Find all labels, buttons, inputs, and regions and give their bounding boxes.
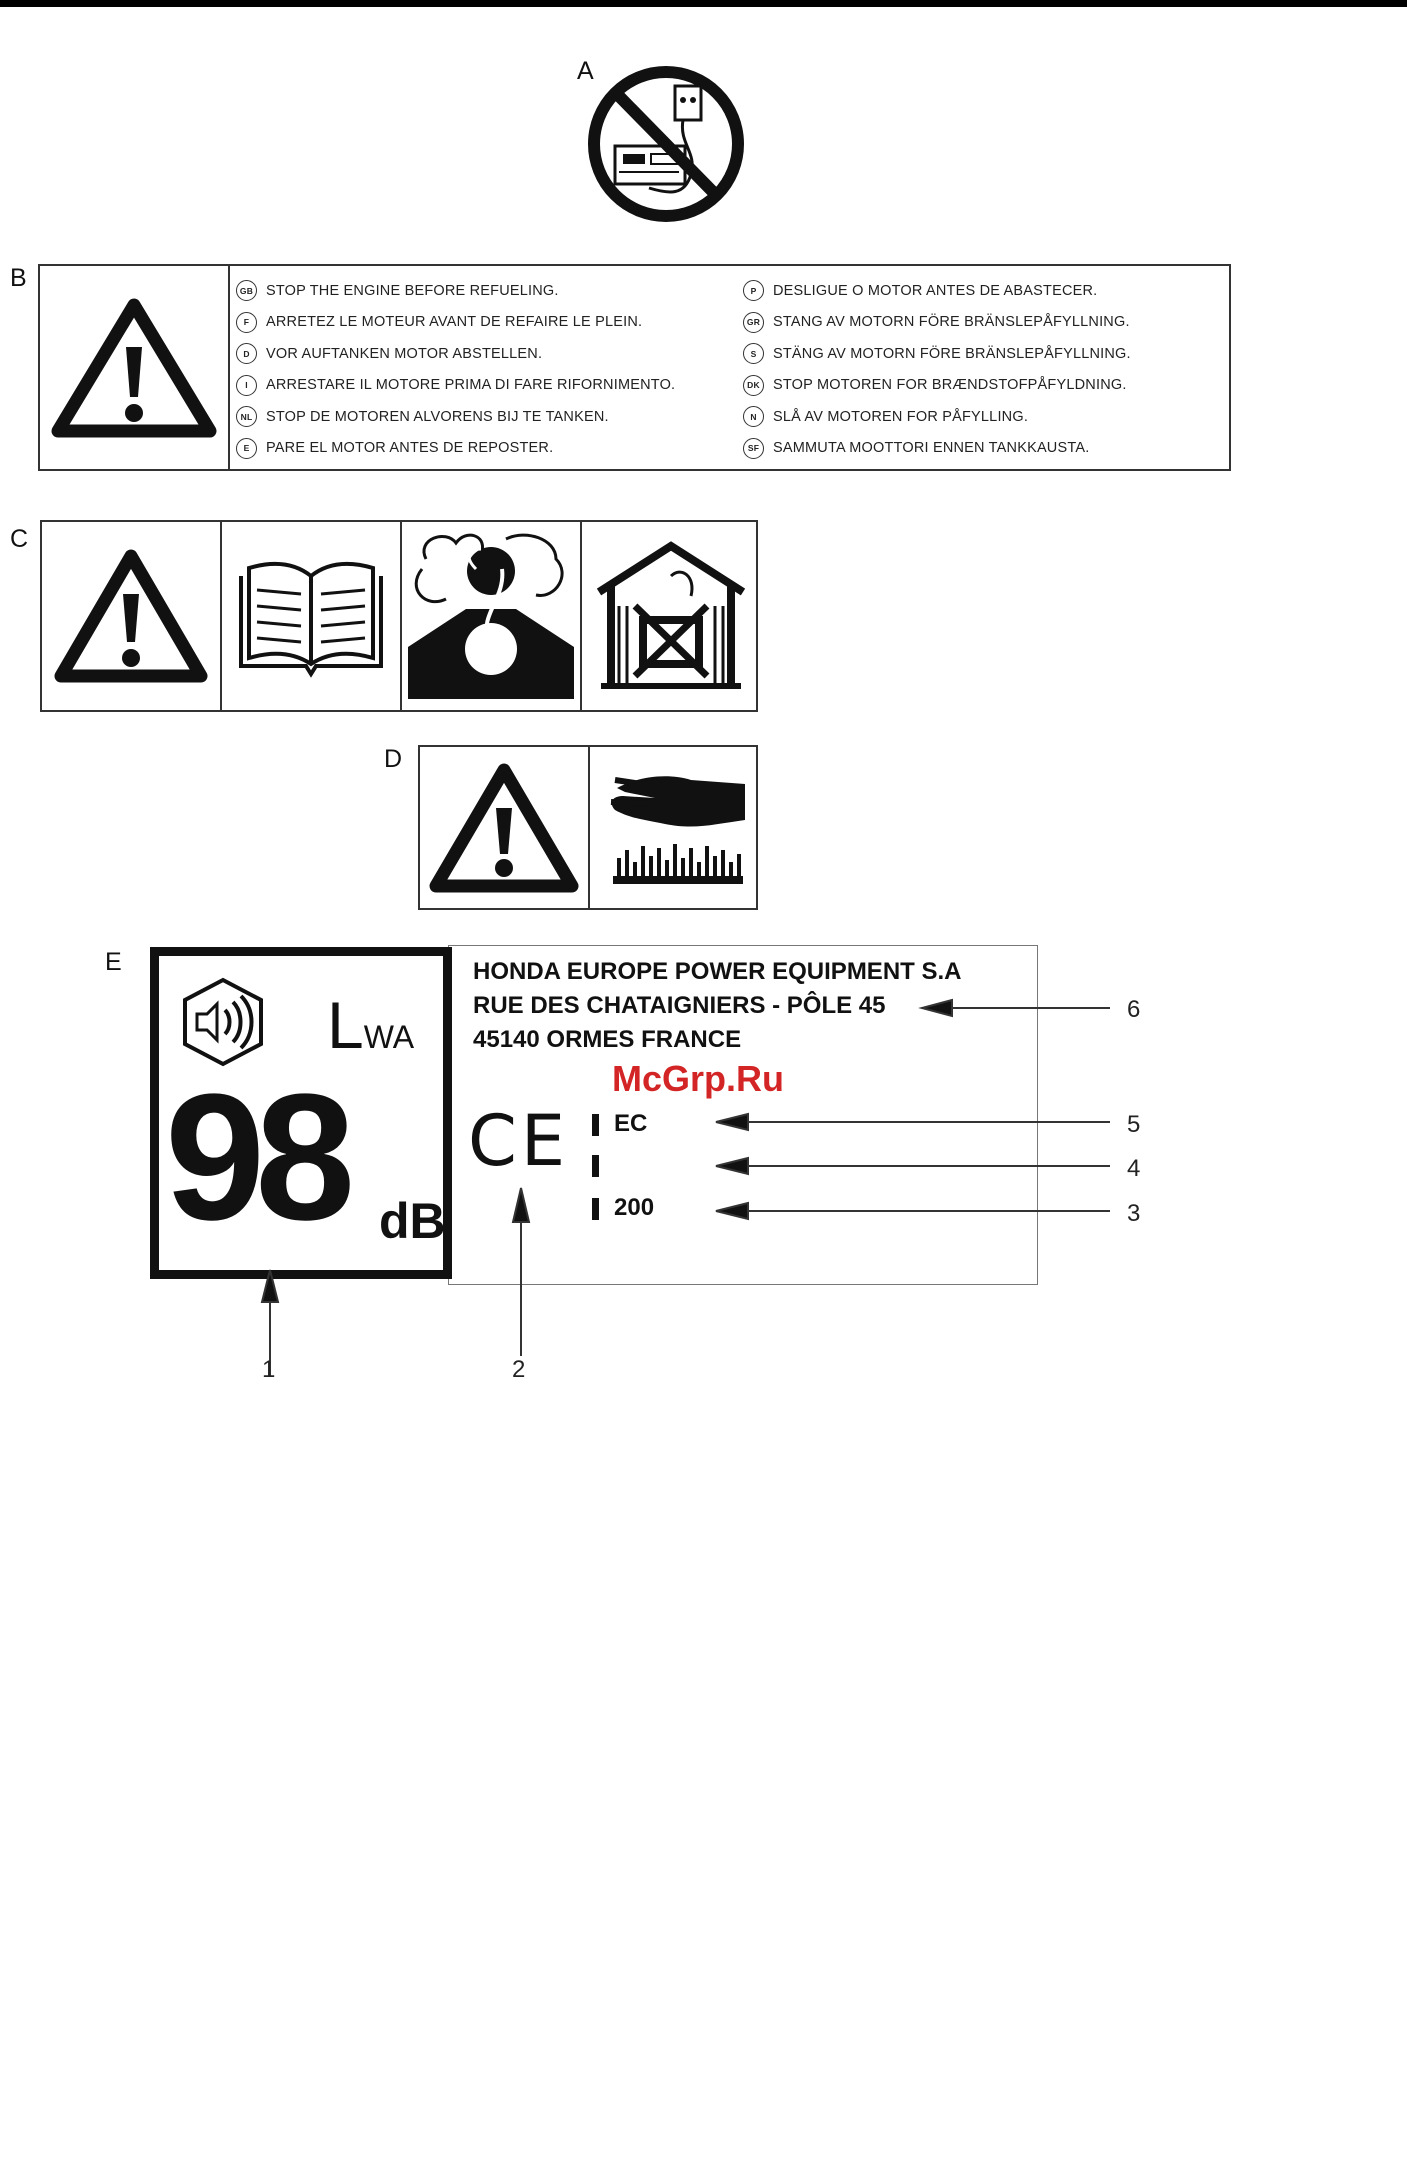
lwa-main: L — [327, 988, 364, 1062]
callout-number-3: 3 — [1127, 1200, 1141, 1227]
language-code-badge: N — [743, 406, 764, 427]
language-code-badge: NL — [236, 406, 257, 427]
callout-number-2: 2 — [512, 1356, 526, 1383]
manufacture-year-text: 200 — [614, 1194, 655, 1221]
ec-directive-text: EC — [614, 1110, 648, 1137]
callout-number-4: 4 — [1127, 1155, 1141, 1182]
section-letter-c: C — [10, 525, 29, 553]
language-code-badge: D — [236, 343, 257, 364]
section-letter-e: E — [105, 948, 122, 976]
section-letter-d: D — [384, 745, 403, 773]
callout-number-5: 5 — [1127, 1111, 1141, 1138]
refuel-warning-text: STOP DE MOTOREN ALVORENS BIJ TE TANKEN. — [266, 408, 609, 425]
callout-number-1: 1 — [262, 1356, 276, 1383]
refuel-warning-text: VOR AUFTANKEN MOTOR ABSTELLEN. — [266, 345, 543, 362]
language-code-badge: S — [743, 343, 764, 364]
section-letter-b: B — [10, 264, 27, 292]
refuel-warning-text: ARRETEZ LE MOTEUR AVANT DE REFAIRE LE PLEIN. — [266, 314, 643, 330]
language-code-badge: SF — [743, 438, 764, 459]
refuel-warning-text: STANG AV MOTORN FÖRE BRÄNSLEPÅFYLLNING. — [773, 314, 1130, 330]
manufacturer-name: HONDA EUROPE POWER EQUIPMENT S.A — [473, 958, 962, 985]
language-code-badge: P — [743, 280, 764, 301]
refuel-warning-text: SAMMUTA MOOTTORI ENNEN TANKKAUSTA. — [773, 440, 1090, 456]
refuel-warning-text: ARRESTARE IL MOTORE PRIMA DI FARE RIFORNIMENTO. — [266, 377, 676, 393]
section-letter-a: A — [577, 57, 594, 85]
refuel-warning-text: DESLIGUE O MOTOR ANTES DE ABASTECER. — [773, 282, 1098, 299]
refuel-warning-text: SLÅ AV MOTOREN FOR PÅFYLLING. — [773, 408, 1029, 425]
manufacturer-city: 45140 ORMES FRANCE — [473, 1026, 742, 1053]
lwa-subscript: WA — [363, 1019, 415, 1055]
language-code-badge: GB — [236, 280, 257, 301]
refuel-warning-text: STOP THE ENGINE BEFORE REFUELING. — [266, 282, 559, 299]
refuel-warning-text: PARE EL MOTOR ANTES DE REPOSTER. — [266, 440, 554, 456]
sound-level-unit: dB — [379, 1193, 446, 1249]
manufacturer-street: RUE DES CHATAIGNIERS - PÔLE 45 — [473, 992, 886, 1019]
refuel-warning-text: STOP MOTOREN FOR BRÆNDSTOFPÅFYLDNING. — [773, 377, 1127, 393]
language-code-badge: I — [236, 375, 257, 396]
sound-level-value: 98 — [165, 1057, 346, 1258]
watermark: McGrp.Ru — [612, 1058, 785, 1099]
refuel-warning-text: STÄNG AV MOTORN FÖRE BRÄNSLEPÅFYLLNING. — [773, 345, 1131, 362]
ce-mark: CE — [468, 1100, 570, 1182]
language-code-badge: F — [236, 312, 257, 333]
language-code-badge: GR — [743, 312, 764, 333]
language-code-badge: E — [236, 438, 257, 459]
callout-number-6: 6 — [1127, 996, 1141, 1023]
language-code-badge: DK — [743, 375, 764, 396]
